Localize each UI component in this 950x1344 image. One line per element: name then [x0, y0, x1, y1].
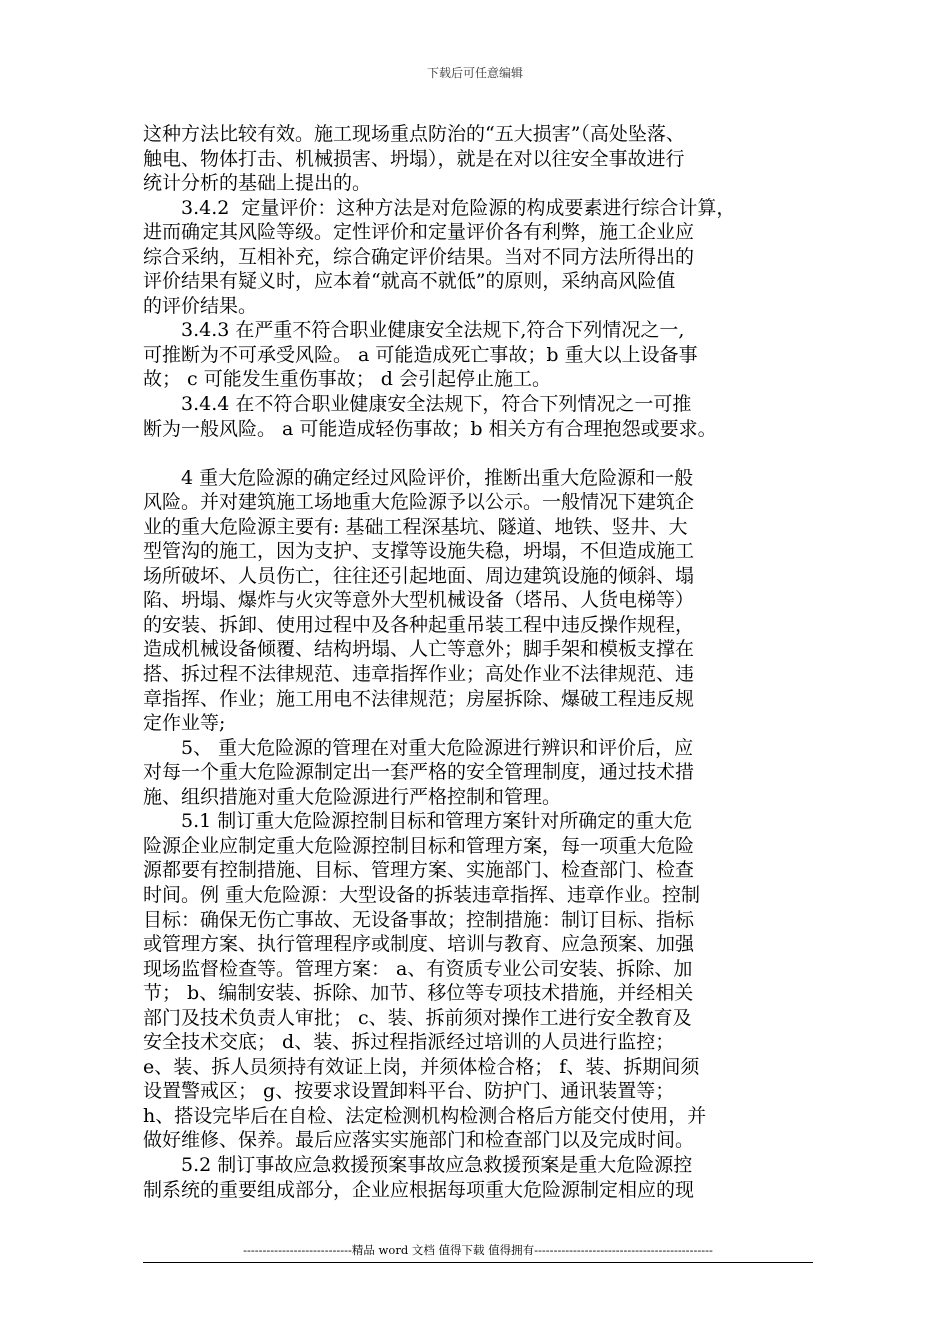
text-line: 设置警戒区； g、按要求设置卸料平台、防护门、通讯装置等； [143, 1080, 675, 1103]
text-line: 部门及技术负责人审批； c、装、拆前须对操作工进行安全教育及 [143, 1006, 692, 1029]
text-line: h、搭设完毕后在自检、法定检测机构检测合格后方能交付使用，并 [143, 1104, 707, 1127]
text-line: 搭、拆过程不法律规范、违章指挥作业；高处作业不法律规范、违 [143, 663, 695, 686]
page-footer: ----------------------------精品 word 文档 值得下载 值得拥有---------------------------------------------- [243, 1243, 713, 1257]
footer-divider [143, 1262, 813, 1263]
text-line: 现场监督检查等。管理方案： a、有资质专业公司安装、拆除、加 [143, 957, 693, 980]
text-line: 3.4.4 在不符合职业健康安全法规下，符合下列情况之一可推 [143, 393, 692, 416]
text-line: 场所破坏、人员伤亡，往往还引起地面、周边建筑设施的倾斜、塌 [143, 564, 695, 587]
document-body [143, 122, 813, 1202]
text-line: 目标：确保无伤亡事故、无设备事故；控制措施：制订目标、指标 [143, 908, 695, 931]
text-line: 陷、坍塌、爆炸与火灾等意外大型机械设备（塔吊、人货电梯等） [143, 589, 695, 612]
text-line: 评价结果有疑义时，应本着“就高不就低”的原则，采纳高风险值 [143, 270, 676, 293]
text-line: 风险。并对建筑施工场地重大危险源予以公示。一般情况下建筑企 [143, 491, 695, 514]
text-line: 5.2 制订事故应急救援预案事故应急救援预案是重大危险源控 [143, 1153, 693, 1176]
text-line: 的评价结果。 [143, 294, 258, 317]
text-line: 或管理方案、执行管理程序或制度、培训与教育、应急预案、加强 [143, 933, 695, 956]
text-line: 型管沟的施工，因为支护、支撑等设施失稳，坍塌，不但造成施工 [143, 540, 695, 563]
text-line: 的安装、拆卸、使用过程中及各种起重吊装工程中违反操作规程， [143, 613, 695, 636]
text-line: 施、组织措施对重大危险源进行严格控制和管理。 [143, 785, 562, 808]
text-line: 触电、物体打击、机械损害、坍塌），就是在对以往安全事故进行 [143, 147, 685, 170]
text-line: 进而确定其风险等级。定性评价和定量评价各有利弊，施工企业应 [143, 221, 695, 244]
blank-line [143, 441, 813, 466]
text-line: 断为一般风险。 a 可能造成轻伤事故；b 相关方有合理抱怨或要求。 [143, 417, 717, 440]
text-line: 节； b、编制安装、拆除、加节、移位等专项技术措施，并经相关 [143, 982, 694, 1005]
text-line: 业的重大危险源主要有: 基础工程深基坑、隧道、地铁、竖井、大 [143, 515, 688, 538]
text-line: 可推断为不可承受风险。 a 可能造成死亡事故；b 重大以上设备事 [143, 343, 698, 366]
text-line: 综合采纳，互相补充，综合确定评价结果。当对不同方法所得出的 [143, 245, 695, 268]
text-line: 3.4.3 在严重不符合职业健康安全法规下,符合下列情况之一, [143, 319, 685, 342]
text-line: 3.4.2 定量评价：这种方法是对危险源的构成要素进行综合计算， [143, 196, 736, 219]
text-line: 安全技术交底； d、装、拆过程指派经过培训的人员进行监控； [143, 1031, 675, 1054]
text-line: 这种方法比较有效。施工现场重点防治的“五大损害”（高处坠落、 [143, 123, 685, 145]
text-line: 做好维修、保养。最后应落实实施部门和检查部门以及完成时间。 [143, 1129, 695, 1152]
text-line: 章指挥、作业；施工用电不法律规范；房屋拆除、爆破工程违反规 [143, 687, 695, 710]
text-line: 制系统的重要组成部分，企业应根据每项重大危险源制定相应的现 [143, 1178, 695, 1201]
text-line: e、装、拆人员须持有效证上岗，并须体检合格； f、装、拆期间须 [143, 1055, 700, 1078]
text-line: 造成机械设备倾覆、结构坍塌、人亡等意外；脚手架和模板支撑在 [143, 638, 695, 661]
text-line: 5.1 制订重大危险源控制目标和管理方案针对所确定的重大危 [143, 810, 693, 833]
text-line: 4 重大危险源的确定经过风险评价，推断出重大危险源和一般 [143, 466, 694, 489]
text-line: 统计分析的基础上提出的。 [143, 172, 372, 195]
text-line: 时间。例 重大危险源：大型设备的拆装违章指挥、违章作业。控制 [143, 883, 701, 906]
page-header: 下载后可任意编辑 [426, 66, 523, 80]
text-line: 5、 重大危险源的管理在对重大危险源进行辨识和评价后，应 [143, 736, 694, 759]
text-line: 故； c 可能发生重伤事故； d 会引起停止施工。 [143, 368, 551, 391]
text-line: 对每一个重大危险源制定出一套严格的安全管理制度，通过技术措 [143, 761, 695, 784]
text-line: 定作业等; [143, 712, 226, 735]
text-line: 源都要有控制措施、目标、管理方案、实施部门、检查部门、检查 [143, 859, 695, 882]
text-line: 险源企业应制定重大危险源控制目标和管理方案，每一项重大危险 [143, 834, 695, 857]
